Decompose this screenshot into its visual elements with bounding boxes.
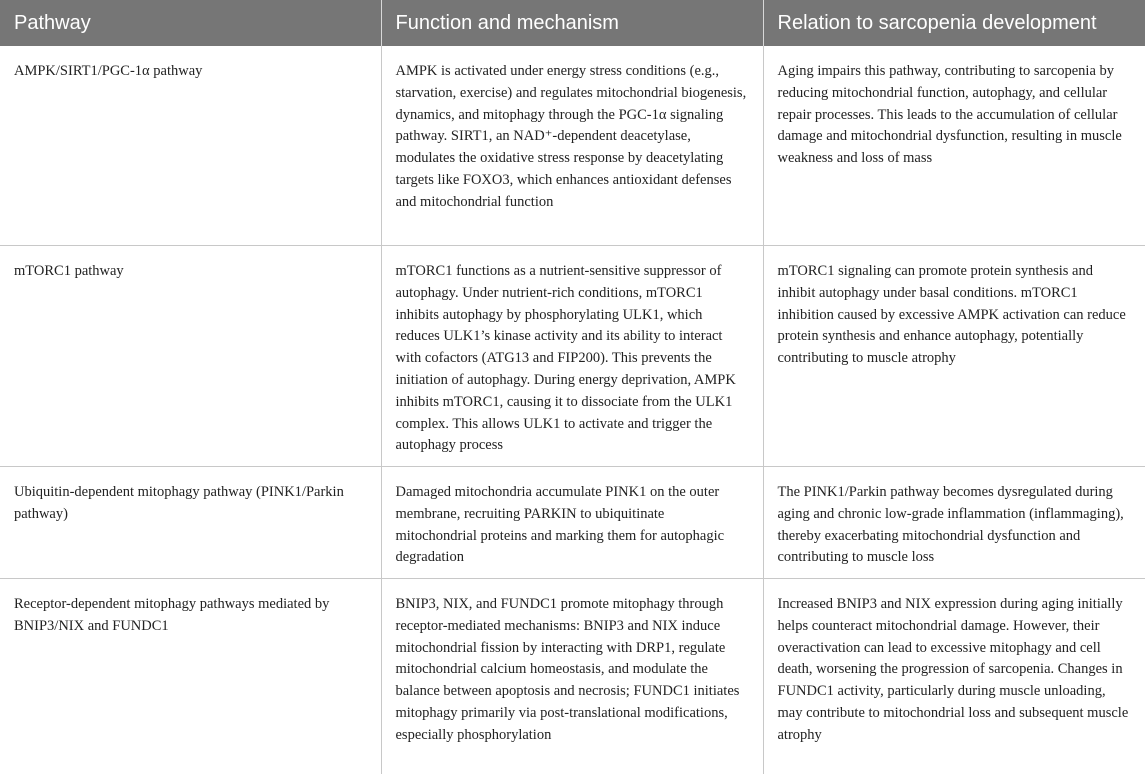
cell-function: mTORC1 functions as a nutrient-sensitive suppressor of autophagy. Under nutrient-rich conditions, mTORC1 inhibits autophagy by phosphorylating ULK1, which reduces ULK1’s kinase activity and its ability to interact with cofactors (ATG13 and FIP200). This prevents the initiation of autophagy. During energy deprivation, AMPK inhibits mTORC1, causing it to dissociate from the ULK1 complex. This allows ULK1 to activate and trigger the autophagy process (381, 246, 763, 467)
cell-relation: mTORC1 signaling can promote protein synthesis and inhibit autophagy under basal conditions. mTORC1 inhibition caused by excessive AMPK activation can reduce protein synthesis and enhance autophagy, potentially contributing to muscle atrophy (763, 246, 1145, 467)
cell-relation: Increased BNIP3 and NIX expression during aging initially helps counteract mitochondrial damage. However, their overactivation can lead to excessive mitophagy and cell death, worsening the progression of sarcopenia. Changes in FUNDC1 activity, particularly during muscle unloading, may contribute to mitochondrial loss and subsequent muscle atrophy (763, 579, 1145, 775)
table-row (0, 579, 1145, 775)
cell-pathway: mTORC1 pathway (0, 246, 381, 467)
cell-function: Damaged mitochondria accumulate PINK1 on the outer membrane, recruiting PARKIN to ubiquitinate mitochondrial proteins and marking them for autophagic degradation (381, 467, 763, 579)
header-function: Function and mechanism (381, 0, 763, 46)
table-row (0, 467, 1145, 579)
header-relation: Relation to sarcopenia development (763, 0, 1145, 46)
table-header (0, 0, 1145, 46)
table-row (0, 246, 1145, 467)
table-body (0, 46, 1145, 774)
cell-pathway: Ubiquitin-dependent mitophagy pathway (PINK1/Parkin pathway) (0, 467, 381, 579)
header-pathway: Pathway (0, 0, 381, 46)
cell-relation: The PINK1/Parkin pathway becomes dysregulated during aging and chronic low-grade inflammation (inflammaging), thereby exacerbating mitochondrial dysfunction and contributing to muscle loss (763, 467, 1145, 579)
header-row (0, 0, 1145, 46)
table-row (0, 46, 1145, 246)
cell-pathway: AMPK/SIRT1/PGC-1α pathway (0, 46, 381, 246)
cell-pathway: Receptor-dependent mitophagy pathways mediated by BNIP3/NIX and FUNDC1 (14, 596, 330, 634)
cell-function: AMPK is activated under energy stress conditions (e.g., starvation, exercise) and regulates mitochondrial biogenesis, dynamics, and mitophagy through the PGC-1α signaling pathway. SIRT1, an NAD⁺-dependent deacetylase, modulates the oxidative stress response by deacetylating targets like FOXO3, which enhances antioxidant defenses and mitochondrial function (381, 46, 763, 246)
cell-function: BNIP3, NIX, and FUNDC1 promote mitophagy through receptor-mediated mechanisms: BNIP3 and NIX induce mitochondrial fission by interacting with DRP1, regulate mitochondrial calcium homeostasis, and modulate the balance between apoptosis and necrosis; FUNDC1 initiates mitophagy primarily via post-translational modifications, especially phosphorylation (381, 579, 763, 775)
cell-relation: Aging impairs this pathway, contributing to sarcopenia by reducing mitochondrial function, autophagy, and cellular repair processes. This leads to the accumulation of cellular damage and mitochondrial dysfunction, resulting in muscle weakness and loss of mass (763, 46, 1145, 246)
